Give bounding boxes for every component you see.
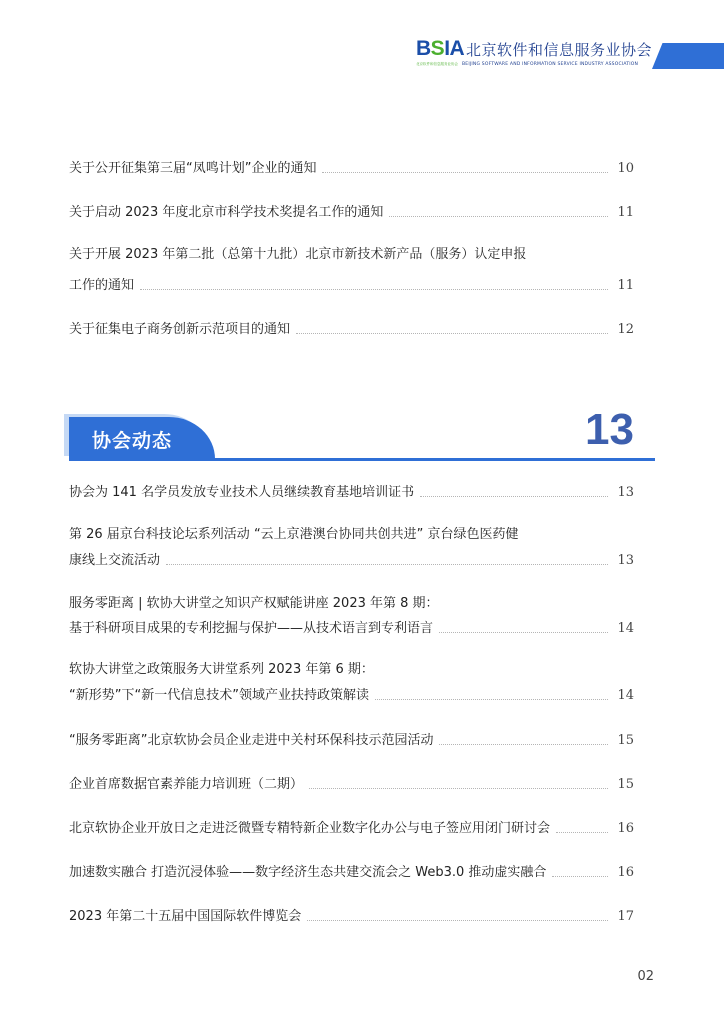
- toc-entry-title: 康线上交流活动: [69, 553, 161, 568]
- toc-entry-title-line1[interactable]: 第 26 届京台科技论坛系列活动 “云上京港澳台协同共创共进” 京台绿色医药健: [69, 527, 519, 542]
- toc-entry[interactable]: [69, 818, 634, 838]
- toc-entry-title: 基于科研项目成果的专利挖掘与保护——从技术语言到专利语言: [69, 621, 434, 636]
- toc-entry-page: 12: [617, 322, 634, 337]
- bsia-logo: [416, 38, 656, 72]
- dot-leader: [322, 171, 608, 173]
- toc-entry-title: 工作的通知: [69, 278, 135, 293]
- dot-leader: [389, 215, 608, 217]
- toc-entry[interactable]: [69, 319, 634, 339]
- toc-entry-title: 2023 年第二十五届中国国际软件博览会: [69, 909, 302, 924]
- logo-subtitle-en: BEIJING SOFTWARE AND INFORMATION SERVICE INDUSTRY ASSOCIATION: [462, 62, 639, 67]
- toc-entry[interactable]: [69, 685, 634, 705]
- dot-leader: [556, 831, 608, 833]
- toc-entry-page: 14: [617, 621, 634, 636]
- toc-entry[interactable]: [69, 158, 634, 178]
- toc-entry-title: 关于启动 2023 年度北京市科学技术奖提名工作的通知: [69, 205, 384, 220]
- toc-entry-title-line1[interactable]: 软协大讲堂之政策服务大讲堂系列 2023 年第 6 期：: [69, 662, 374, 677]
- toc-entry-page: 13: [617, 485, 634, 500]
- toc-entry-title: 北京软协企业开放日之走进泛微暨专精特新企业数字化办公与电子签应用闭门研讨会: [69, 821, 551, 836]
- toc-entry-page: 16: [617, 821, 634, 836]
- toc-entry-page: 13: [617, 553, 634, 568]
- logo-letter-s: S: [430, 37, 445, 60]
- dot-leader: [420, 495, 608, 497]
- toc-entry[interactable]: [69, 906, 634, 926]
- toc-entry[interactable]: [69, 202, 634, 222]
- logo-subtitle-cn: 北京软件和信息服务业协会: [416, 62, 458, 66]
- section-divider: [69, 458, 655, 461]
- header-accent-band: [652, 43, 724, 69]
- toc-entry-page: 14: [617, 688, 634, 703]
- toc-entry-title-line1[interactable]: 服务零距离 | 软协大讲堂之知识产权赋能讲座 2023 年第 8 期：: [69, 596, 439, 611]
- toc-entry-title: 企业首席数据官素养能力培训班（二期）: [69, 777, 304, 792]
- toc-entry[interactable]: [69, 862, 634, 882]
- dot-leader: [552, 875, 608, 877]
- toc-entry[interactable]: [69, 275, 634, 295]
- toc-entry[interactable]: [69, 618, 634, 638]
- toc-entry[interactable]: [69, 774, 634, 794]
- toc-entry-title-line1[interactable]: 关于开展 2023 年第二批（总第十九批）北京市新技术新产品（服务）认定申报: [69, 247, 527, 262]
- section-page-number: 13: [585, 405, 634, 454]
- toc-entry[interactable]: [69, 550, 634, 570]
- dot-leader: [439, 631, 608, 633]
- dot-leader: [375, 698, 608, 700]
- toc-entry-page: 11: [617, 205, 634, 220]
- dot-leader: [140, 288, 608, 290]
- toc-entry-page: 15: [617, 733, 634, 748]
- logo-mark: [416, 38, 464, 60]
- toc-entry-title: 协会为 141 名学员发放专业技术人员继续教育基地培训证书: [69, 485, 415, 500]
- dot-leader: [439, 743, 608, 745]
- toc-entry-page: 11: [617, 278, 634, 293]
- org-name: 北京软件和信息服务业协会: [466, 41, 653, 59]
- dot-leader: [309, 787, 608, 789]
- logo-letter-b: B: [416, 37, 431, 60]
- toc-entry-page: 17: [617, 909, 634, 924]
- dot-leader: [307, 919, 608, 921]
- toc-entry-title: 加速数实融合 打造沉浸体验——数字经济生态共建交流会之 Web3.0 推动虚实融合: [69, 865, 547, 880]
- page-number: 02: [637, 969, 654, 984]
- logo-letters-ia: IA: [444, 37, 465, 60]
- section-title: 协会动态: [92, 430, 173, 452]
- dot-leader: [296, 332, 608, 334]
- toc-entry-page: 10: [617, 161, 634, 176]
- toc-entry-page: 16: [617, 865, 634, 880]
- toc-entry[interactable]: [69, 730, 634, 750]
- toc-entry-title: 关于公开征集第三届“凤鸣计划”企业的通知: [69, 161, 317, 176]
- toc-entry-title: “新形势”下“新一代信息技术”领域产业扶持政策解读: [69, 688, 369, 703]
- toc-entry[interactable]: [69, 482, 634, 502]
- toc-entry-title: 关于征集电子商务创新示范项目的通知: [69, 322, 291, 337]
- toc-entry-title: “服务零距离”北京软协会员企业走进中关村环保科技示范园活动: [69, 733, 434, 748]
- toc-entry-page: 15: [617, 777, 634, 792]
- dot-leader: [166, 563, 608, 565]
